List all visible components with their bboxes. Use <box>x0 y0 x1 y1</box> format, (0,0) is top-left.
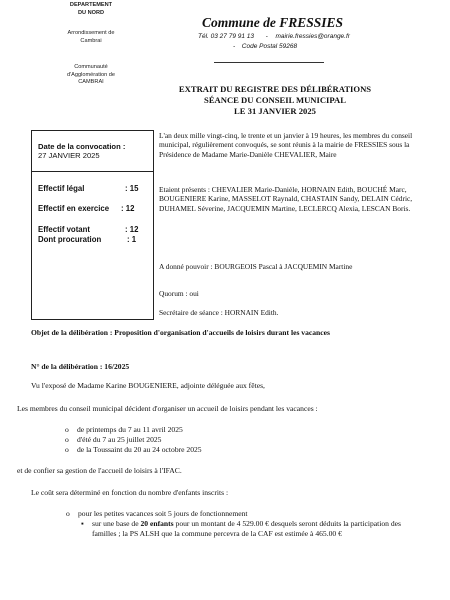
communaute-line-2: d'Agglomération de <box>66 71 116 78</box>
convocation-label: Date de la convocation : <box>38 142 126 151</box>
base-text-pre: sur une base de <box>92 519 141 528</box>
base-text-bold: 20 enfants <box>140 519 174 528</box>
communaute-line-3: CAMBRAI <box>78 79 104 86</box>
period-text: d'été du 7 au 25 juillet 2025 <box>77 435 162 444</box>
commune-title: Commune de FRESSIES <box>202 15 344 30</box>
effectif-legal-value: : 15 <box>125 184 139 193</box>
box-separator <box>32 171 153 172</box>
commune-phone: Tél. 03 27 79 91 13 <box>198 33 255 40</box>
objet-deliberation: Objet de la délibération : Proposition d'organisation d'accueils de loisirs durant les vacances <box>31 328 330 337</box>
numero-deliberation: N° de la délibération : 16/2025 <box>31 362 130 371</box>
arrondissement-line-1: Arrondissement de <box>67 30 115 36</box>
circle-bullet-icon: o <box>66 509 70 518</box>
extrait-line-3: LE 31 JANVIER 2025 <box>234 106 316 117</box>
commune-contact-line <box>198 33 350 40</box>
period-item <box>65 445 202 455</box>
base-text-post: pour un montant de 4 529.00 € desquels seront déduits la participation des familles ; la PS ALSH que la commune percevra de la CAF est estimée à 465.00 € <box>92 519 401 538</box>
department-block <box>38 2 144 17</box>
commune-email[interactable]: mairie.fressies@orange.fr <box>275 33 350 40</box>
seance-secretaire: Secrétaire de séance : HORNAIN Edith. <box>159 308 279 317</box>
petites-vacances-text: pour les petites vacances soit 5 jours de fonctionnement <box>78 509 248 518</box>
effectif-votant-row <box>38 225 139 234</box>
period-item <box>65 435 162 445</box>
effectif-votant-label: Effectif votant <box>38 225 90 234</box>
separator-dash: - <box>265 33 268 40</box>
vu-expose: Vu l'exposé de Madame Karine BOUGENIERE, adjointe déléguée aux fêtes, <box>31 381 265 390</box>
effectif-exercice-row <box>38 204 135 213</box>
communaute-line-1: Communauté <box>74 64 108 70</box>
square-bullet-icon: ▪ <box>81 519 84 528</box>
commune-postal: Code Postal 59268 <box>241 43 298 50</box>
seance-quorum: Quorum : oui <box>159 289 199 298</box>
gestion-text: et de confier sa gestion de l'accueil de loisirs à l'IFAC. <box>17 466 182 475</box>
cout-text: Le coût sera déterminé en fonction du nombre d'enfants inscrits : <box>31 488 229 497</box>
communaute-block <box>38 64 144 87</box>
arrondissement-block <box>38 30 144 45</box>
period-text: de la Toussaint du 20 au 24 octobre 2025 <box>77 445 202 454</box>
circle-bullet-icon: o <box>65 435 69 444</box>
period-text: de printemps du 7 au 11 avril 2025 <box>77 425 183 434</box>
procuration-value: : 1 <box>127 235 137 244</box>
effectif-legal-label: Effectif légal <box>38 184 85 193</box>
decision-text: Les membres du conseil municipal décident d'organiser un accueil de loisirs pendant les vacances : <box>17 404 318 413</box>
extrait-title <box>150 84 400 118</box>
department-line-1: DEPARTEMENT <box>69 2 113 8</box>
header-divider <box>214 62 324 63</box>
base-item <box>81 519 414 539</box>
arrondissement-line-2: Cambrai <box>80 37 102 44</box>
procuration-label: Dont procuration <box>38 235 102 244</box>
period-item <box>65 425 183 435</box>
extrait-line-2: SÉANCE DU CONSEIL MUNICIPAL <box>204 95 346 106</box>
convocation-value: 27 JANVIER 2025 <box>38 151 100 161</box>
session-info-box <box>31 130 154 320</box>
effectif-exercice-value: : 12 <box>121 204 135 213</box>
circle-bullet-icon: o <box>65 445 69 454</box>
seance-presents: Etaient présents : CHEVALIER Marie-Danièle, HORNAIN Edith, BOUCHÉ Marc, BOUGENIERE Karine, MASSELOT Raynald, CHASTAIN Sandy, DELAIN Cédric, DUHAMEL Séverine, JACQUEMIN Martine, LECLERCQ Alexia, LESCAN Boris. <box>159 185 413 213</box>
seance-pouvoir: A donné pouvoir : BOURGEOIS Pascal à JACQUEMIN Martine <box>159 262 353 271</box>
separator-dash: - <box>233 43 236 50</box>
extrait-line-1: EXTRAIT DU REGISTRE DES DÉLIBÉRATIONS <box>178 84 372 94</box>
department-line-2: DU NORD <box>77 9 105 16</box>
petites-vacances-item <box>66 509 418 519</box>
commune-postal-line <box>233 43 297 50</box>
circle-bullet-icon: o <box>65 425 69 434</box>
effectif-votant-value: : 12 <box>125 225 139 234</box>
effectif-legal-row <box>38 184 139 193</box>
seance-intro: L'an deux mille vingt-cinq, le trente et un janvier à 19 heures, les membres du conseil municipal, régulièrement convoqués, se sont réunis à la mairie de FRESSIES sous la Présidence de Madame Marie-Danièle CHEVALIER, Maire <box>159 131 413 159</box>
effectif-exercice-label: Effectif en exercice <box>38 204 110 213</box>
procuration-row <box>38 235 137 244</box>
convocation-block <box>38 142 125 161</box>
